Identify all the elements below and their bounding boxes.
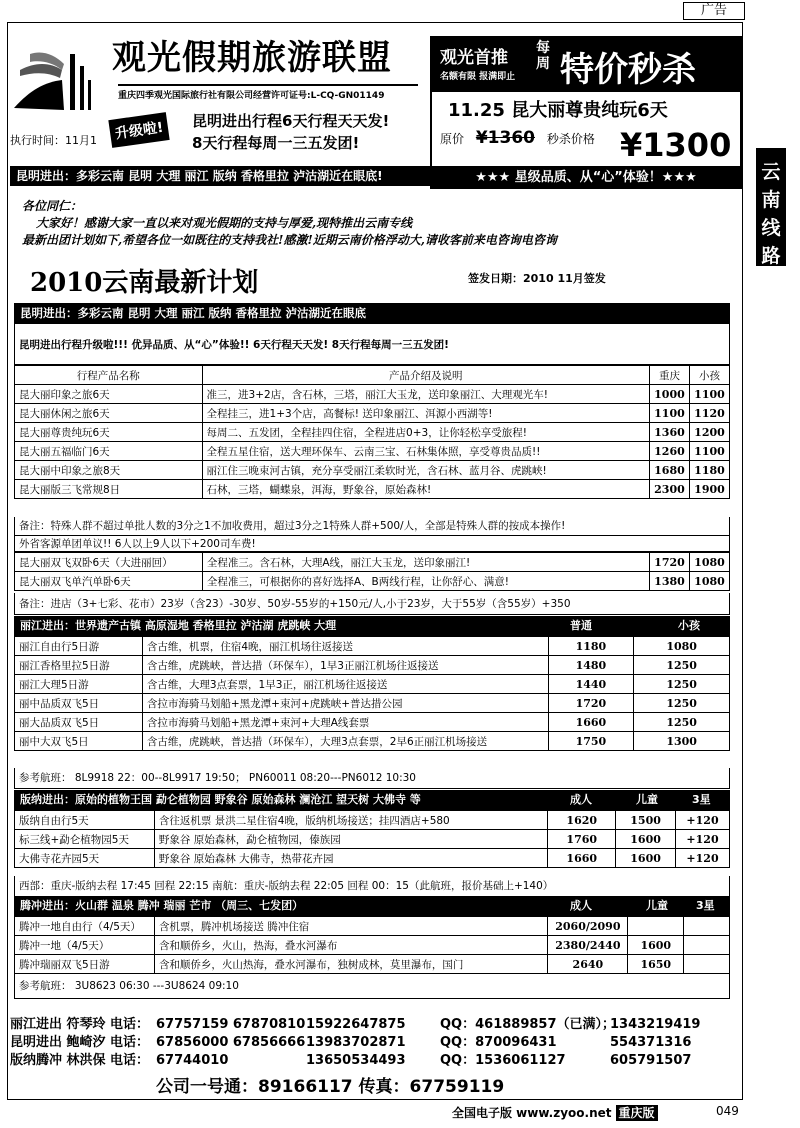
contact-person: 丽江进出 符琴玲 电话：: [10, 1017, 150, 1032]
product-name: 腾冲瑞丽双飞5日游: [15, 955, 155, 974]
price-child: 1600: [616, 830, 676, 849]
product-name: 标三线+勐仑植物园5天: [15, 830, 155, 849]
col-product: 行程产品名称: [15, 366, 203, 385]
price-adult: 1380: [650, 572, 690, 591]
price-child: 1900: [689, 480, 729, 499]
license-number: 重庆四季观光国际旅行社有限公司经营许可证号:L-CQ-GN01149: [118, 84, 418, 101]
product-name: 版纳自由行5天: [15, 811, 155, 830]
contact-row: [10, 1052, 700, 1070]
price-child: 1650: [628, 955, 684, 974]
product-desc: 每周二、五发团，全程挂四住宿，全程进店0+3，让你轻松享受旅程!: [202, 423, 649, 442]
price-3star: [684, 955, 730, 974]
col-description: 产品介绍及说明: [202, 366, 649, 385]
contact-row: [10, 1016, 700, 1034]
table-row: [15, 461, 730, 480]
contact-person: 版纳腾冲 林洪保 电话：: [10, 1053, 150, 1068]
section-kunming-header: 昆明进出：多彩云南 昆明 大理 丽江 版纳 香格里拉 泸沽湖近在眼底: [14, 303, 730, 323]
table-row: [15, 830, 730, 849]
col-normal: 普通: [570, 619, 592, 632]
kunming-note-3: 备注：进店（3+七彩、花市）23岁（含23）-30岁、50岁-55岁的+150元/人,小于23岁，大于55岁（含55岁）+350: [14, 593, 730, 615]
price-child: 1080: [634, 637, 730, 656]
product-desc: 含古维，虎跳峡，普达措（环保车），1早3正丽江机场往返接送: [142, 656, 548, 675]
price-adult: 1260: [649, 442, 689, 461]
greeting-line-2: 大家好！感谢大家一直以来对观光假期的支持与厚爱,现特推出云南专线: [36, 216, 413, 230]
agency-logo: [10, 40, 102, 115]
col-chongqing: 重庆: [649, 366, 689, 385]
table-row: [15, 713, 730, 732]
product-name: 大佛寺花卉园5天: [15, 849, 155, 868]
contact-phone: 67744010: [156, 1053, 229, 1068]
table-row: [15, 917, 730, 936]
table-header: [15, 366, 730, 385]
col-adult: 成人: [570, 793, 592, 806]
price-adult: 2060/2090: [548, 917, 628, 936]
col-child: 儿童: [646, 899, 668, 912]
banna-table: [14, 810, 730, 868]
price-adult: 2640: [548, 955, 628, 974]
product-name: 丽江自由行5日游: [15, 637, 143, 656]
price-child: 1300: [634, 732, 730, 751]
product-desc: 野象谷 原始森林，勐仑植物园，傣族园: [154, 830, 547, 849]
brand-title: 观光假期旅游联盟: [112, 38, 392, 78]
page-number: 049: [716, 1104, 739, 1118]
lijiang-flights: 参考航班： 8L9918 22：00--8L9917 19:50； PN60011 08:20---PN6012 10:30: [14, 768, 730, 789]
table-row: [15, 442, 730, 461]
col-child: 小孩: [689, 366, 729, 385]
table-row: [15, 423, 730, 442]
price-3star: [684, 917, 730, 936]
price-adult: 1680: [649, 461, 689, 480]
contact-qq2: 1343219419: [610, 1017, 701, 1032]
table-row: [15, 637, 730, 656]
product-desc: 全程准三，可根据你的喜好选择A、B两线行程，让你舒心、满意!: [202, 572, 649, 591]
product-desc: 含古维，大理3点套票，1早3正，丽江机场往返接送: [142, 675, 548, 694]
greeting-line-3: 最新出团计划如下,希望各位一如既往的支持我社!感激!近期云南价格浮动大,请收客前来电咨询电咨询: [22, 233, 557, 247]
tengchong-flights: 参考航班： 3U8623 06:30 ---3U8624 09:10: [14, 973, 730, 999]
col-child: 小孩: [678, 619, 700, 632]
product-desc: 含古维，机票，住宿4晚，丽江机场往返接送: [142, 637, 548, 656]
banna-flights: 西部：重庆-版纳去程 17:45 回程 22:15 南航：重庆-版纳去程 22:05 回程 00：15（此航班，报价基础上+140）: [14, 876, 730, 897]
contact-phone: 67757159 67870810: [156, 1017, 306, 1032]
promo-weekly: 每周: [536, 40, 550, 72]
table-row: [15, 694, 730, 713]
product-desc: 含拉市海骑马划船+黑龙潭+束河+大理A线套票: [142, 713, 548, 732]
upgrade-badge: 升级啦!: [108, 112, 170, 148]
kunming-table-2: [14, 552, 730, 591]
kunming-strip: 昆明进出：多彩云南 昆明 大理 丽江 版纳 香格里拉 泸沽湖近在眼底!: [10, 166, 430, 186]
product-desc: 含拉市海骑马划船+黑龙潭+束河+虎跳峡+普达措公园: [142, 694, 548, 713]
tengchong-title: 腾冲进出：火山群 温泉 腾冲 瑞丽 芒市 （周三、七发团）: [20, 899, 304, 912]
table-row: [15, 732, 730, 751]
section-lijiang-header: [14, 616, 730, 636]
promo-sale-price: ¥1300: [620, 126, 732, 164]
footer-site: 全国电子版 www.zyoo.net: [452, 1106, 612, 1120]
price-child: 1120: [689, 404, 729, 423]
contact-mobile: 13983702871: [306, 1035, 406, 1050]
price-adult: 1660: [548, 849, 616, 868]
product-desc: 全程准三。含石林，大理A线，丽江大玉龙，送印象丽江!: [202, 553, 649, 572]
table-row: [15, 404, 730, 423]
product-name: 腾冲一地自由行（4/5天）: [15, 917, 155, 936]
banna-title: 版纳进出：原始的植物王国 勐仑植物园 野象谷 原始森林 澜沧江 望天树 大佛寺 等: [20, 793, 421, 806]
product-name: 丽江香格里拉5日游: [15, 656, 143, 675]
price-adult: 2300: [649, 480, 689, 499]
table-row: [15, 936, 730, 955]
price-adult: 1760: [548, 830, 616, 849]
orig-price: ¥1360: [475, 128, 535, 148]
price-child: 1250: [634, 675, 730, 694]
product-desc: 丽江住三晚束河古镇，充分享受丽江柔软时光，含石林、蓝月谷、虎跳峡!: [202, 461, 649, 480]
contact-person: 昆明进出 鲍崎汐 电话：: [10, 1035, 150, 1050]
price-adult: 1000: [649, 385, 689, 404]
product-name: 丽中品质双飞5日: [15, 694, 143, 713]
promo-flash-sale: 特价秒杀: [560, 50, 696, 90]
col-adult: 成人: [570, 899, 592, 912]
product-desc: 含古维，虎跳峡，普达措（环保车），大理3点套票，2早6正丽江机场接送: [142, 732, 548, 751]
price-child: 1100: [689, 442, 729, 461]
contact-row: [10, 1034, 700, 1052]
product-name: 昆大丽尊贵纯玩6天: [15, 423, 203, 442]
product-name: 丽大品质双飞5日: [15, 713, 143, 732]
price-child: 1600: [616, 849, 676, 868]
table-row: [15, 811, 730, 830]
contact-phone: 67856000 67856666: [156, 1035, 306, 1050]
company-hotline: 公司一号通：89166117 传真：67759119: [156, 1077, 505, 1097]
issue-date: 签发日期：2010 11月签发: [468, 272, 606, 285]
table-row: [15, 480, 730, 499]
price-3star: +120: [676, 811, 730, 830]
product-name: 丽江大理5日游: [15, 675, 143, 694]
product-desc: 野象谷 原始森林 大佛寺，热带花卉园: [154, 849, 547, 868]
promo-headline: 观光首推: [440, 48, 508, 68]
price-adult: 1660: [548, 713, 634, 732]
ad-tag: 广告: [683, 2, 745, 20]
price-adult: 1480: [548, 656, 634, 675]
contact-qq: QQ：870096431: [440, 1035, 557, 1050]
price-adult: 2380/2440: [548, 936, 628, 955]
product-name: 昆大丽双飞单汽单卧6天: [15, 572, 203, 591]
side-tab-yunnan: 云南线路: [756, 148, 786, 266]
kunming-note-2: 外省客源单团单议!! 6人以上9人以下+200司车费!: [14, 536, 730, 552]
price-child: 1250: [634, 694, 730, 713]
promo-price-row: [440, 128, 595, 148]
kunming-note-1: 备注：特殊人群不超过单批人数的3分之1不加收费用，超过3分之1特殊人群+500/人，全部是特殊人群的按成本操作!: [14, 517, 730, 536]
contacts: [10, 1016, 700, 1070]
price-adult: 1180: [548, 637, 634, 656]
product-desc: 石林，三塔，蝴蝶泉，洱海，野象谷，原始森林!: [202, 480, 649, 499]
col-3star: 3星: [696, 899, 715, 912]
lijiang-table: [14, 636, 730, 751]
product-name: 昆大丽五福临门6天: [15, 442, 203, 461]
route-line-2: 8天行程每周一三五发团!: [192, 134, 360, 152]
product-desc: 含机票，腾冲机场接送 腾冲住宿: [154, 917, 547, 936]
price-3star: +120: [676, 830, 730, 849]
plan-title: 2010云南最新计划: [30, 268, 259, 298]
price-child: 1180: [689, 461, 729, 480]
price-3star: [684, 936, 730, 955]
contact-qq: QQ：1536061127: [440, 1053, 566, 1068]
contact-mobile: 15922647875: [306, 1017, 406, 1032]
price-adult: 1100: [649, 404, 689, 423]
greeting: [22, 198, 557, 249]
price-adult: 1720: [548, 694, 634, 713]
kunming-table: [14, 365, 730, 499]
greeting-line-1: 各位同仁：: [22, 199, 83, 213]
price-child: 1100: [689, 385, 729, 404]
col-child: 儿童: [636, 793, 658, 806]
product-name: 昆大丽休闲之旅6天: [15, 404, 203, 423]
contact-mobile: 13650534493: [306, 1053, 406, 1068]
table-row: [15, 553, 730, 572]
price-adult: 1620: [548, 811, 616, 830]
price-child: 1080: [689, 553, 729, 572]
product-name: 昆大丽印象之旅6天: [15, 385, 203, 404]
price-child: 1600: [628, 936, 684, 955]
price-adult: 1440: [548, 675, 634, 694]
col-3star: 3星: [692, 793, 711, 806]
price-child: 1080: [689, 572, 729, 591]
table-row: [15, 849, 730, 868]
route-line-1: 昆明进出行程6天行程天天发!: [192, 112, 390, 130]
tengchong-table: [14, 916, 730, 974]
table-row: [15, 572, 730, 591]
exec-time: 执行时间：11月1: [10, 134, 97, 147]
product-desc: 全程五星住宿，送大理环保车、云南三宝、石林集体照，享受尊贵品质!!: [202, 442, 649, 461]
price-adult: 1720: [650, 553, 690, 572]
price-3star: +120: [676, 849, 730, 868]
table-row: [15, 656, 730, 675]
product-desc: 全程挂三，进1+3个店，高餐标! 送印象丽江、洱源小西湖等!: [202, 404, 649, 423]
product-name: 昆大丽中印象之旅8天: [15, 461, 203, 480]
footer-edition: 重庆版: [616, 1105, 658, 1121]
table-row: [15, 955, 730, 974]
promo-slogan: ★★★ 星级品质、从“心”体验！★★★: [430, 166, 742, 189]
product-name: 腾冲一地（4/5天）: [15, 936, 155, 955]
contact-qq2: 554371316: [610, 1035, 692, 1050]
table-row: [15, 675, 730, 694]
lijiang-title: 丽江进出：世界遗产古镇 高原湿地 香格里拉 泸沽湖 虎跳峡 大理: [20, 619, 337, 632]
price-adult: 1360: [649, 423, 689, 442]
product-desc: 准三，进3+2店，含石林，三塔，丽江大玉龙，送印象丽江、大理观光车!: [202, 385, 649, 404]
price-child: 1500: [616, 811, 676, 830]
product-desc: 含和顺侨乡，火山，热海，叠水河瀑布: [154, 936, 547, 955]
price-child: [628, 917, 684, 936]
product-name: 丽中大双飞5日: [15, 732, 143, 751]
price-child: 1250: [634, 713, 730, 732]
orig-label: 原价: [440, 132, 465, 146]
product-name: 昆大丽双飞双卧6天（大进丽回）: [15, 553, 203, 572]
contact-qq2: 605791507: [610, 1053, 692, 1068]
promo-product: 11.25 昆大丽尊贵纯玩6天: [448, 100, 668, 121]
contact-qq: QQ：461889857（已满）；: [440, 1017, 616, 1032]
section-banna-header: [14, 790, 730, 810]
kill-label: 秒杀价格: [546, 132, 595, 146]
price-child: 1250: [634, 656, 730, 675]
kunming-intro: 昆明进出行程升级啦!!! 优异品质、从“心”体验!! 6天行程天天发! 8天行程每周一三五发团!: [14, 323, 730, 365]
product-desc: 含和顺侨乡，火山热海，叠水河瀑布，独树成林，莫里瀑布，国门: [154, 955, 547, 974]
product-name: 昆大丽版三飞常规8日: [15, 480, 203, 499]
section-tengchong-header: [14, 896, 730, 916]
price-adult: 1750: [548, 732, 634, 751]
product-desc: 含往返机票 景洪二星住宿4晚，版纳机场接送；挂四酒店+580: [154, 811, 547, 830]
price-child: 1200: [689, 423, 729, 442]
route-info: [192, 110, 389, 154]
table-row: [15, 385, 730, 404]
promo-limited: 名额有限 报满即止: [440, 72, 516, 82]
footer: [452, 1104, 658, 1121]
